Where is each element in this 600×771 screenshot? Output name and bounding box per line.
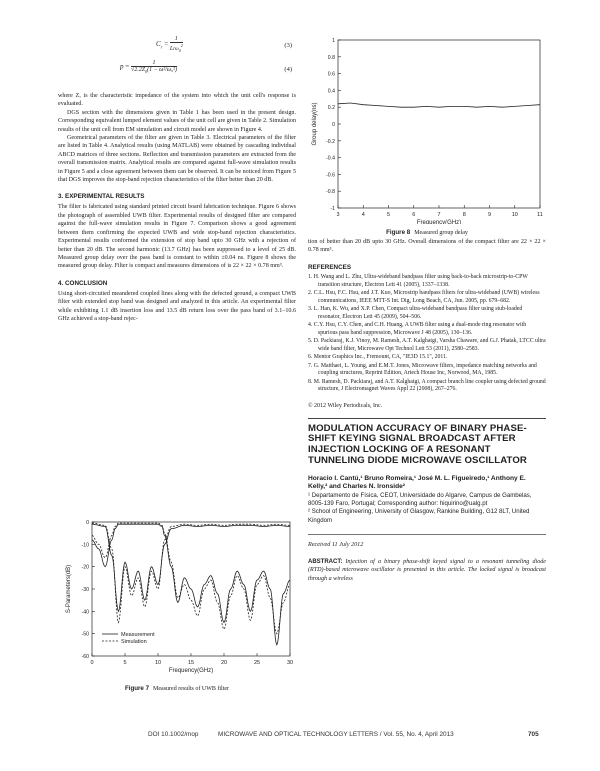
eq4-denominator: $√2.2Z_0(1 - \omega^2/\omega_0^2)$ xyxy=(130,67,177,75)
abstract-text: Injection of a binary phase-shift keyed signal to a resonant tunneling diode (RTD)-based microwave oscillator is presented in this article. The locked signal is broadcast through a wireless xyxy=(308,558,546,582)
reference-item: 4. C.Y. Hsu, C.Y. Chen, and C.H. Huang, A UWB filter using a dual-mode ring resonator with spurious pass band suppression, Microwave J 48 (2005), 130–136. xyxy=(308,322,527,336)
eq3-fraction xyxy=(170,36,183,53)
reference-item: 3. L. Han, K. Wu, and X.P. Chen, Compact ultra-wideband bandpass filter using stub-loaded resonator, Electron Lett 45 (2009), 504–506. xyxy=(308,306,523,320)
received-date: Received 11 July 2012 xyxy=(308,534,546,548)
y-tick-label: -60 xyxy=(81,654,89,660)
y-tick-label: 0.2 xyxy=(327,105,335,112)
equation-3: $C_r$ = $\frac{1}{Lr\omega_0^2}$ (3) xyxy=(156,36,292,54)
figure-7-legend xyxy=(102,632,155,645)
y-tick-label: -0.2 xyxy=(326,138,335,145)
reference-item: 6. Mentor Graphics Inc., Fremount, CA, "IE3D 15.1", 2011. xyxy=(308,354,448,361)
x-tick-label: 6 xyxy=(412,212,416,218)
paragraph-continued: tion of better than 20 dB upto 30 GHz. Overall dimensions of the compact filter are 22 × 22 × 0.78 mm³. xyxy=(308,239,546,254)
figure-8-container xyxy=(308,30,546,235)
eq3-numerator: 1 xyxy=(170,36,183,43)
eq4-lhs: p xyxy=(120,62,124,71)
figure-7-caption-text: Measured results of UWB filter xyxy=(153,686,230,692)
plot-frame xyxy=(338,40,540,208)
eq3-lhs: C xyxy=(156,40,161,49)
x-tick-label: 11 xyxy=(537,212,543,218)
eq4-number: (4) xyxy=(284,66,292,73)
x-tick-label: 4 xyxy=(361,212,365,218)
legend-label: Simulation xyxy=(121,639,147,645)
x-tick-label: 10 xyxy=(154,660,162,666)
affiliation-1: ¹ Departamento de Física, CEOT, Universidade do Algarve, Campus de Gambelas, 8005-139 Faro, Portugal; Corresponding author: hiquirino@ualg.pt xyxy=(308,492,532,508)
y-tick-label: 0 xyxy=(86,520,89,526)
y-tick-label: -40 xyxy=(81,609,89,616)
reference-item: 2. C.L. Hsu, F.C. Hsu, and J.T. Kuo, Microstrip bandpass filters for ultra-wideband (UWB) wireless communications, IEEE MTT-S Int. Dig, Long Beach, CA, Jun. 2005, pp. 679–682. xyxy=(308,289,540,304)
y-axis-label: S-Parameters(dB) xyxy=(66,564,72,614)
footer-doi: DOI 10.1002/mop xyxy=(148,731,199,738)
y-tick-label: -20 xyxy=(81,564,89,571)
x-tick-label: 8 xyxy=(462,212,466,218)
x-axis-label: Frequency(GHz) xyxy=(168,668,214,674)
eq4-fraction xyxy=(131,60,177,74)
paragraph-geometry: Geometrical parameters of the filter are given in Table 3. Electrical parameters of the filter are listed in Table 4. Analytical results (using MATLAB) were obtained by cascading individual ABCD matrices of three sections. Reflection and transmission parameters are extracted from the overall transmission matrix. Analytical results are compared against full-wave simulation results in Figure 5 and a close agreement between them can be observed. It can be noticed from Figure 5 that DGS improves the stop-band rejection characteristics of the filter better than 20 dB. xyxy=(58,135,296,184)
series-line-4 xyxy=(92,523,290,622)
figure-8-chart xyxy=(308,30,546,224)
article-header xyxy=(308,418,546,583)
figure-8-caption-text: Measured group delay xyxy=(414,230,468,236)
y-axis-label: Group delay(ns) xyxy=(312,102,318,146)
x-tick-label: 30 xyxy=(286,660,294,666)
figure-8-caption-label: Figure 8 xyxy=(386,229,411,236)
x-tick-label: 20 xyxy=(220,660,228,666)
eq3-denominator: Lrω$_0^2$ xyxy=(169,43,183,54)
footer-page-number: 705 xyxy=(528,731,539,738)
x-tick-label: 9 xyxy=(487,212,492,218)
references-list xyxy=(308,274,546,394)
reference-item: 7. G. Matthaei, L. Young, and E.M.T. Jones, Microwave filters, impedance matching networks and coupling structures, Reprint Edition, Artech House Inc, Norwood, MA, 1985. xyxy=(308,362,537,377)
article-title: MODULATION ACCURACY OF BINARY PHASE-SHIFT KEYING SIGNAL BROADCAST AFTER INJECTION LOCKING OF A RESONANT TUNNELING DIODE MICROWAVE OSCILLATOR xyxy=(308,422,527,467)
y-tick-label: -10 xyxy=(81,542,89,549)
x-tick-label: 15 xyxy=(187,660,195,666)
figure-8-caption xyxy=(308,229,546,236)
article-authors: Horacio I. Cantú,¹ Bruno Romeira,¹ José M. L. Figueiredo,¹ Anthony E. Kelly,² and Charles N. Ironside² xyxy=(308,474,526,491)
references-heading: REFERENCES xyxy=(308,263,352,271)
x-tick-label: 25 xyxy=(253,660,261,666)
y-tick-label: -50 xyxy=(81,631,89,638)
figure-7-chart xyxy=(58,516,296,676)
x-tick-label: 7 xyxy=(437,212,441,218)
y-tick-label: 0.6 xyxy=(327,71,335,78)
y-tick-label: 0 xyxy=(332,122,335,128)
series-line-1 xyxy=(338,103,540,107)
section-3-heading: 3. EXPERIMENTAL RESULTS xyxy=(58,193,145,201)
section-4-heading: 4. CONCLUSION xyxy=(58,279,108,287)
y-tick-label: -1 xyxy=(330,206,335,212)
reference-item: 8. M. Ramesh, D. Packiaraj, and A.T. Kalghatgi, A compact branch line coupler using defected ground structure, J Electromagnet Waves Appl 22 (2008), 267–276. xyxy=(308,378,546,393)
y-tick-label: -0.4 xyxy=(326,155,335,162)
y-tick-label: 0.4 xyxy=(327,88,335,95)
section-4-paragraph: Using short-circuited meandered coupled lines along with the defected ground, a compact UWB filter with extended stop band was designed and analyzed in this article. An experimental filter while exhibiting 1.1 dB insertion loss and 13.5 dB return loss over the pass band of 3.1–10.6 GHz achieved a stop-band rejec- xyxy=(58,290,296,322)
x-tick-label: 5 xyxy=(386,212,391,218)
y-tick-label: 1 xyxy=(332,38,335,44)
eq4-numerator: 1 xyxy=(131,60,177,67)
eq3-number: (3) xyxy=(284,42,292,49)
abstract xyxy=(308,558,546,583)
footer-journal: MICROWAVE AND OPTICAL TECHNOLOGY LETTERS / Vol. 55, No. 4, April 2013 xyxy=(218,731,454,738)
abstract-label: ABSTRACT: xyxy=(308,558,343,565)
figure-7-caption xyxy=(58,685,296,692)
copyright: © 2012 Wiley Periodicals, Inc. xyxy=(308,403,383,410)
affiliation-2: ² School of Engineering, University of Glasgow, Rankine Building, G12 8LT, United Kingdom xyxy=(308,508,530,524)
x-tick-label: 3 xyxy=(336,212,340,218)
x-axis-label: Frequency(GHz) xyxy=(416,220,462,224)
x-tick-label: 0 xyxy=(90,660,94,666)
reference-item: 5. D. Packiaraj, K.J. Vinoy, M. Ramesh, A.T. Kalghatgi, Varsha Chaware, and G.J. Phatak, LTCC ultra wide band filter, Microwave Opt Technol Lett 53 (2011), 2580–2583. xyxy=(308,338,546,352)
y-tick-label: -30 xyxy=(81,587,89,593)
x-tick-label: 5 xyxy=(123,660,127,666)
series-line-2 xyxy=(92,523,290,634)
y-tick-label: 0.8 xyxy=(327,54,335,61)
paragraph-impedance: where Zₒ is the characteristic impedance of the system into which the unit cell's response is evaluated. xyxy=(58,93,296,108)
paragraph-dgs: DGS section with the dimensions given in Table 1 has been used in the present design. Corresponding equivalent lumped element values of the unit cell are given in Table 2. Simulation results of the unit cell from EM simulation and circuit model are shown in Figure 4. xyxy=(58,109,296,133)
right-column xyxy=(308,238,546,583)
left-column xyxy=(58,36,296,323)
y-tick-label: -0.8 xyxy=(326,189,335,196)
eq3-lhs-sub: r xyxy=(160,44,163,50)
section-3-paragraph: The filter is fabricated using standard printed circuit board fabrication technique. Figure 6 shows the photograph of assembled UWB filter. Experimental results of designed filter are compared against the full-wave simulation results in Figure 7. Comparison shows a good agreement between them confirming the expected UWB and wide stop-band rejection characteristics. Experimental results conformed the extension of stop band upto 30 GHz with a rejection of better than 20 dB. The second harmonic (13.7 GHz) has been suppressed to a level of 25 dB. Measured group delay over the pass band is constant to within ±0.04 ns. Figure 8 shows the measured group delay. Filter is compact and measures dimensions of is 22 × 22 × 0.78 mm³. xyxy=(58,204,296,270)
x-tick-label: 10 xyxy=(511,212,518,218)
y-tick-label: -0.6 xyxy=(326,172,335,179)
figure-7-container xyxy=(58,516,296,691)
equation-4: p = $\frac{1}{√2.2Z_0(1 - \omega^2/\omega_0^2)}$ (4) xyxy=(120,60,292,75)
legend-label: Measurement xyxy=(121,632,155,638)
reference-item: 1. H. Wang and L. Zhu, Ultra-wideband bandpass filter using back-to-back microstrip-to-CPW transition structure, Electron Lett 41 (2005), 1337–1338. xyxy=(308,273,528,288)
figure-7-caption-label: Figure 7 xyxy=(124,685,150,692)
